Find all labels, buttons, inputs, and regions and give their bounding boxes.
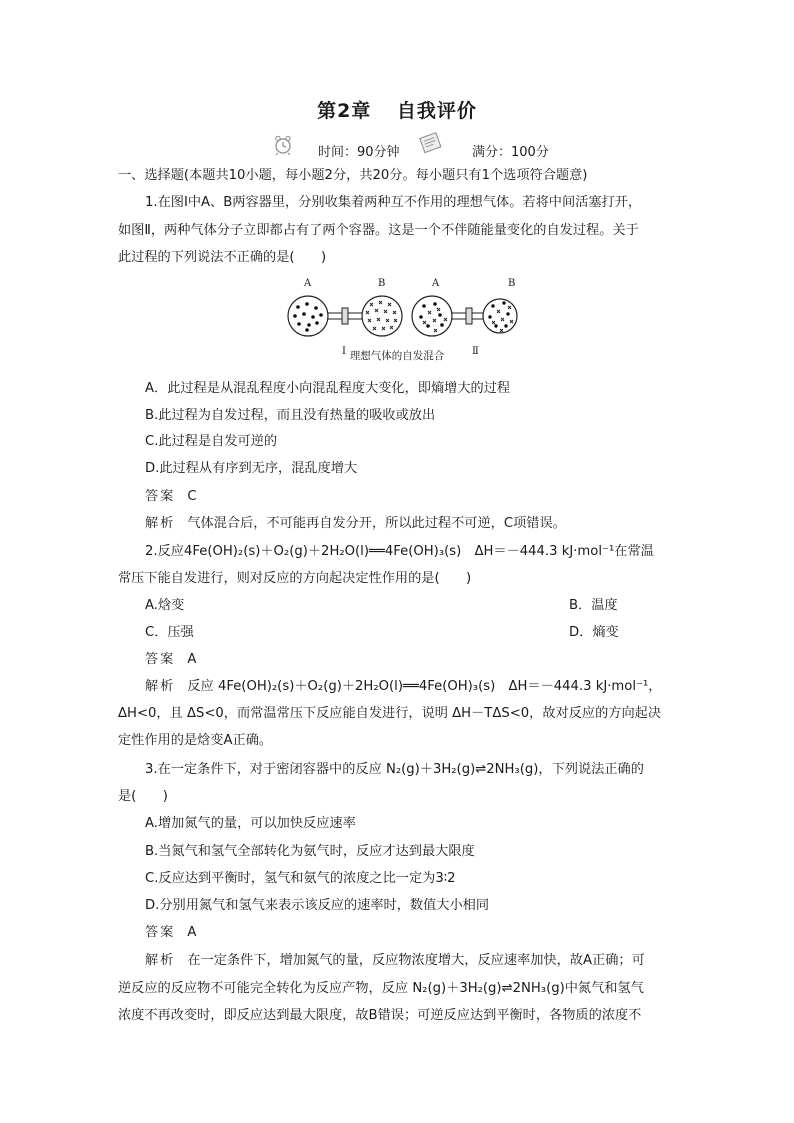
q1-stem-line: 此过程的下列说法不正确的是( )	[118, 250, 327, 265]
q2-analysis-line: ΔH<0，且 ΔS<0，而常温常压下反应能自发进行，说明 ΔH－TΔS<0，故对反应的方向起决	[118, 706, 662, 721]
q1-option: A．此过程是从混乱程度小向混乱程度大变化，即熵增大的过程	[145, 381, 511, 396]
q1-stem-line: 如图Ⅱ，两种气体分子立即都占有了两个容器。这是一个不伴随能量变化的自发过程。关于	[118, 223, 639, 238]
section-heading: 一、选择题(本题共10小题，每小题2分，共20分。每小题只有1个选项符合题意)	[118, 168, 588, 183]
page-title	[0, 96, 794, 123]
q1-option: D.此过程从有序到无序，混乱度增大	[145, 461, 358, 476]
exam-meta	[0, 138, 794, 162]
figure-label: B	[508, 278, 516, 289]
q2-analysis-line: 定性作用的是焓变A正确。	[118, 733, 273, 748]
analysis-label: 解析	[145, 679, 176, 694]
q1-option: B.此过程为自发过程，而且没有热量的吸收或放出	[145, 408, 436, 423]
analysis-label: 解析	[145, 516, 176, 531]
figure-caption: 理想气体的自发混合	[349, 350, 445, 362]
exam-time: 时间：90分钟	[318, 145, 400, 160]
answer-value: C	[187, 489, 197, 504]
q2-option: A.焓变	[145, 598, 185, 613]
chapter-label: 第2章	[317, 100, 372, 122]
q3-answer	[145, 923, 196, 943]
q2-stem-line: 2.反应4Fe(OH)₂(s)＋O₂(g)＋2H₂O(l)══4Fe(OH)₃(s) ΔH＝－444.3 kJ·mol⁻¹在常温	[145, 544, 654, 559]
q3-analysis	[145, 951, 645, 971]
figure-label: A	[304, 278, 312, 289]
q3-analysis-line: 逆反应的反应物不可能完全转化为反应产物，反应 N₂(g)＋3H₂(g)⇌2NH₃(g)中氮气和氢气	[118, 981, 644, 996]
analysis-text: 反应 4Fe(OH)₂(s)＋O₂(g)＋2H₂O(l)══4Fe(OH)₃(s) ΔH＝－444.3 kJ·mol⁻¹，	[187, 679, 662, 694]
q3-analysis-line: 浓度不再改变时，即反应达到最大限度，故B错误；可逆反应达到平衡时，各物质的浓度不	[118, 1008, 642, 1023]
answer-label: 答案	[145, 925, 176, 940]
q2-stem-line: 常压下能自发进行，则对反应的方向起决定性作用的是( )	[118, 571, 472, 586]
q1-stem-line: 1.在图Ⅰ中A、B两容器里，分别收集着两种互不作用的理想气体。若将中间活塞打开，	[145, 195, 642, 210]
q2-option: B．温度	[569, 598, 618, 613]
exam-full-score: 满分：100分	[472, 145, 549, 160]
q1-answer	[145, 487, 197, 507]
q2-option-row	[145, 623, 619, 643]
answer-value: A	[187, 925, 197, 940]
q1-option: C.此过程是自发可逆的	[145, 434, 278, 449]
title-text: 自我评价	[396, 100, 477, 122]
q2-option: C．压强	[145, 625, 194, 640]
figure-label: A	[432, 278, 440, 289]
q2-answer	[145, 650, 196, 670]
figure-label: B	[378, 278, 386, 289]
q3-option: B.当氮气和氢气全部转化为氨气时，反应才达到最大限度	[145, 844, 475, 859]
q3-stem-line: 3.在一定条件下，对于密闭容器中的反应 N₂(g)＋3H₂(g)⇌2NH₃(g)，下列说法正确的	[145, 762, 644, 777]
answer-label: 答案	[145, 652, 176, 667]
analysis-text: 气体混合后，不可能再自发分开，所以此过程不可逆，C项错误。	[187, 516, 566, 531]
answer-label: 答案	[145, 489, 176, 504]
q2-option-row	[145, 596, 618, 616]
q2-option: D．熵变	[569, 625, 619, 640]
answer-value: A	[187, 652, 197, 667]
q1-analysis	[145, 514, 566, 534]
figure-roman-label: Ⅰ	[342, 346, 346, 357]
q3-option: A.增加氮气的量，可以加快反应速率	[145, 816, 356, 831]
analysis-label: 解析	[145, 953, 176, 968]
analysis-text: 在一定条件下，增加氮气的量，反应物浓度增大，反应速率加快，故A正确；可	[187, 953, 645, 968]
flask-b-mixed	[482, 290, 518, 342]
alarm-clock-icon	[272, 134, 294, 156]
q3-option: D.分别用氮气和氢气来表示该反应的速率时，数值大小相同	[145, 898, 490, 913]
q2-analysis	[145, 677, 661, 697]
figure-roman-label: Ⅱ	[472, 346, 479, 357]
score-sheet-icon	[418, 132, 444, 154]
q3-stem-line: 是( )	[118, 789, 168, 804]
q3-option: C.反应达到平衡时，氢气和氨气的浓度之比一定为3∶2	[145, 871, 456, 886]
